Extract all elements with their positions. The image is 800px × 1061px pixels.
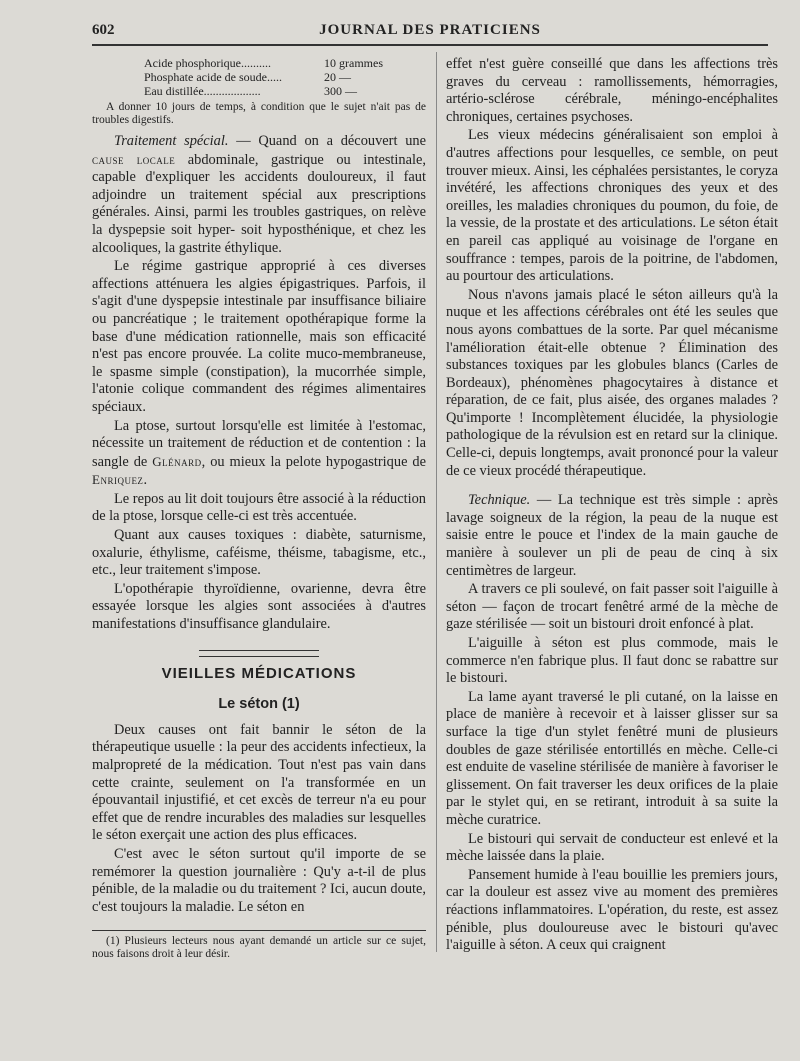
- article-title: Le séton (1): [218, 696, 300, 713]
- formula-row: [144, 84, 426, 98]
- paragraph-ptose: [92, 418, 426, 490]
- paragraph: effet n'est guère conseillé que dans les affections très graves du cerveau : ramollissements, hémorragies, artério-sclérose cérébrale, méningo-encéphalites chroniques, certaines psychoses.: [446, 56, 778, 125]
- paragraph-text: .: [143, 472, 148, 489]
- paragraph-technique: [446, 492, 778, 580]
- paragraph-traitement-special: [92, 133, 426, 257]
- paragraph: Quant aux causes toxiques : diabète, saturnisme, oxalurie, éthylisme, caféisme, théisme, tabagisme, etc., etc., leur traitement s'impose.: [92, 527, 426, 579]
- formula-row: [144, 70, 426, 84]
- journal-title: JOURNAL DES PRATICIENS: [319, 22, 541, 38]
- paragraph: Le régime gastrique approprié à ces diverses affections atténuera les algies épigastriques. Parfois, il s'agit d'une dyspepsie intestinale par insuffisance biliaire ou pancréatique ; le traitement opothérapique forme la base d'une médication rationnelle, mais son efficacité n'est pas encore prouvée. La colite muco-membraneuse, le spasme simple (constipation), la mucorrhée simple, l'atonie colique commandent des régimes alimentaires spéciaux.: [92, 258, 426, 415]
- paragraph: Les vieux médecins généralisaient son emploi à d'autres affections pour lesquelles, ce semble, on peut trouver mieux. Ainsi, les céphalées persistantes, le coryza invétéré, les affections chroniques des yeux et des oreilles, les maladies chroniques du poumon, du foie, de la vessie, de la prostate et des articulations. Le séton était en pareil cas appliqué au voisinage de l'organe en souffrance : tempes, parois de la poitrine, de l'abdomen, au pourtour des articulations.: [446, 127, 778, 285]
- paragraph: Nous n'avons jamais placé le séton ailleurs qu'à la nuque et les affections cérébrales ont été les seules que nous ayons combattues de la sorte. Par quel mécanisme l'amélioration était-elle obtenue ? Élimination des substances toxiques par les globules blancs (Carles de Bordeaux), phénomènes phagocytaires à distance et réparation, de ce fait, plus aisée, des organes malades ? Qu'importe ! Incomplètement élucidée, la physiologie pathologique de la révulsion est en retard sur la clinique. Celle-ci, depuis longtemps, avait prononcé pour la valeur de ce vieux procédé thérapeutique.: [446, 286, 778, 479]
- paragraph-lead-italic: Technique.: [468, 492, 531, 509]
- footnote: (1) Plusieurs lecteurs nous ayant demandé un article sur ce sujet, nous faisons droit à leur désir.: [92, 935, 426, 961]
- section-title: VIEILLES MÉDICATIONS: [161, 664, 357, 682]
- left-column: [92, 56, 426, 961]
- formula-row: [144, 56, 426, 70]
- formula-ingredient: Eau distillée...................: [144, 84, 261, 98]
- paragraph-text: — Quand on a découvert une: [228, 133, 426, 149]
- formula-quantity: 10 grammes: [324, 56, 383, 70]
- paragraph: Pansement humide à l'eau bouillie les premiers jours, car la douleur est assez vive au moment des premières réactions inflammatoires. L'opération, du reste, est assez pénible, plus douloureuse avec le bistouri qu'avec l'aiguille à séton. A ceux qui craignent: [446, 866, 778, 954]
- author-name: Enriquez: [92, 472, 144, 488]
- formula-ingredient: Phosphate acide de soude.....: [144, 70, 282, 84]
- page-header: [92, 18, 768, 46]
- column-divider: [436, 52, 437, 952]
- paragraph-text: abdominale, gastrique ou intestinale, capable d'expliquer les accidents douloureux, il faut adjoindre un traitement spécial aux prescriptions générales. Ainsi, parmi les troubles gastriques, on relève la dyspepsie soit hyper- soit hyposthénique, et chez les alcooliques, la gastrite éthylique.: [92, 151, 426, 256]
- right-column: [446, 56, 778, 955]
- formula-note: A donner 10 jours de temps, à condition que le sujet n'ait pas de troubles digestifs.: [92, 101, 426, 126]
- spacer: [446, 480, 778, 492]
- paragraph-text: , ou mieux la pelote hypogastrique de: [201, 453, 426, 470]
- paragraph-text: La ptose, surtout lorsqu'elle est limitée à l'estomac, nécessite un traitement de réduction et de contention : la sangle de: [92, 417, 426, 470]
- formula-quantity: 20 —: [324, 70, 351, 84]
- footnote-rule: [92, 930, 426, 931]
- paragraph: Deux causes ont fait bannir le séton de la thérapeutique usuelle : la peur des accidents infectieux, la malpropreté de la médication. Tout n'est pas vain dans cette crainte, seulement on l'a transformée en un épouvantail injustifié, et cet excès de terreur n'a eu pour effet que de rendre incurables des maladies sur lesquelles le séton exerçait une action des plus efficaces.: [92, 721, 426, 844]
- paragraph: L'aiguille à séton est plus commode, mais le commerce n'en fabrique plus. Il faut donc se rabattre sur le bistouri.: [446, 635, 778, 687]
- page-number: 602: [92, 22, 115, 38]
- paragraph: Le repos au lit doit toujours être associé à la réduction de la ptose, lorsque celle-ci est très accentuée.: [92, 490, 426, 525]
- paragraph: Le bistouri qui servait de conducteur est enlevé et la mèche laissée dans la plaie.: [446, 830, 778, 865]
- paragraph-lead-italic: Traitement spécial.: [114, 133, 229, 149]
- prescription-formula: [92, 56, 426, 98]
- paragraph-text: — La technique est très simple : après lavage soigneux de la région, la peau de la nuque est saisie entre le pouce et l'index de la main gauche de manière à soulever un pli de peau de cinq à six centimètres de largeur.: [446, 492, 778, 579]
- paragraph: A travers ce pli soulevé, on fait passer soit l'aiguille à séton — façon de trocart fenêtré armé de la mèche de gaze stérilisée — soit un bistouri droit enfoncé à plat.: [446, 581, 778, 633]
- section-rule: [199, 650, 319, 657]
- formula-quantity: 300 —: [324, 84, 357, 98]
- paragraph: C'est avec le séton surtout qu'il importe de se remémorer la question journalière : Qu'y a-t-il de plus pénible, de la maladie ou du traitement ? Ici, aucun doute, c'est toujours la maladie. Le séton en: [92, 845, 426, 915]
- small-caps-term: cause locale: [92, 151, 176, 167]
- paragraph: L'opothérapie thyroïdienne, ovarienne, devra être essayée lorsque les algies sont associées à d'autres manifestations d'insuffisance glandulaire.: [92, 580, 426, 633]
- formula-ingredient: Acide phosphorique..........: [144, 56, 271, 70]
- paragraph: La lame ayant traversé le pli cutané, on la laisse en place de manière à recevoir et à laisser glisser sur sa surface la tige d'un stylet fenêtré muni de plusieurs doubles de gaze stérilisée entortillés en mèche. Celle-ci est enduite de vaseline stérilisée de manière à favoriser le glissement. On fait traverser les deux orifices de la plaie par le stylet qui, en se retirant, introduit à sa suite la mèche curatrice.: [446, 688, 778, 828]
- author-name: Glénard: [152, 453, 202, 469]
